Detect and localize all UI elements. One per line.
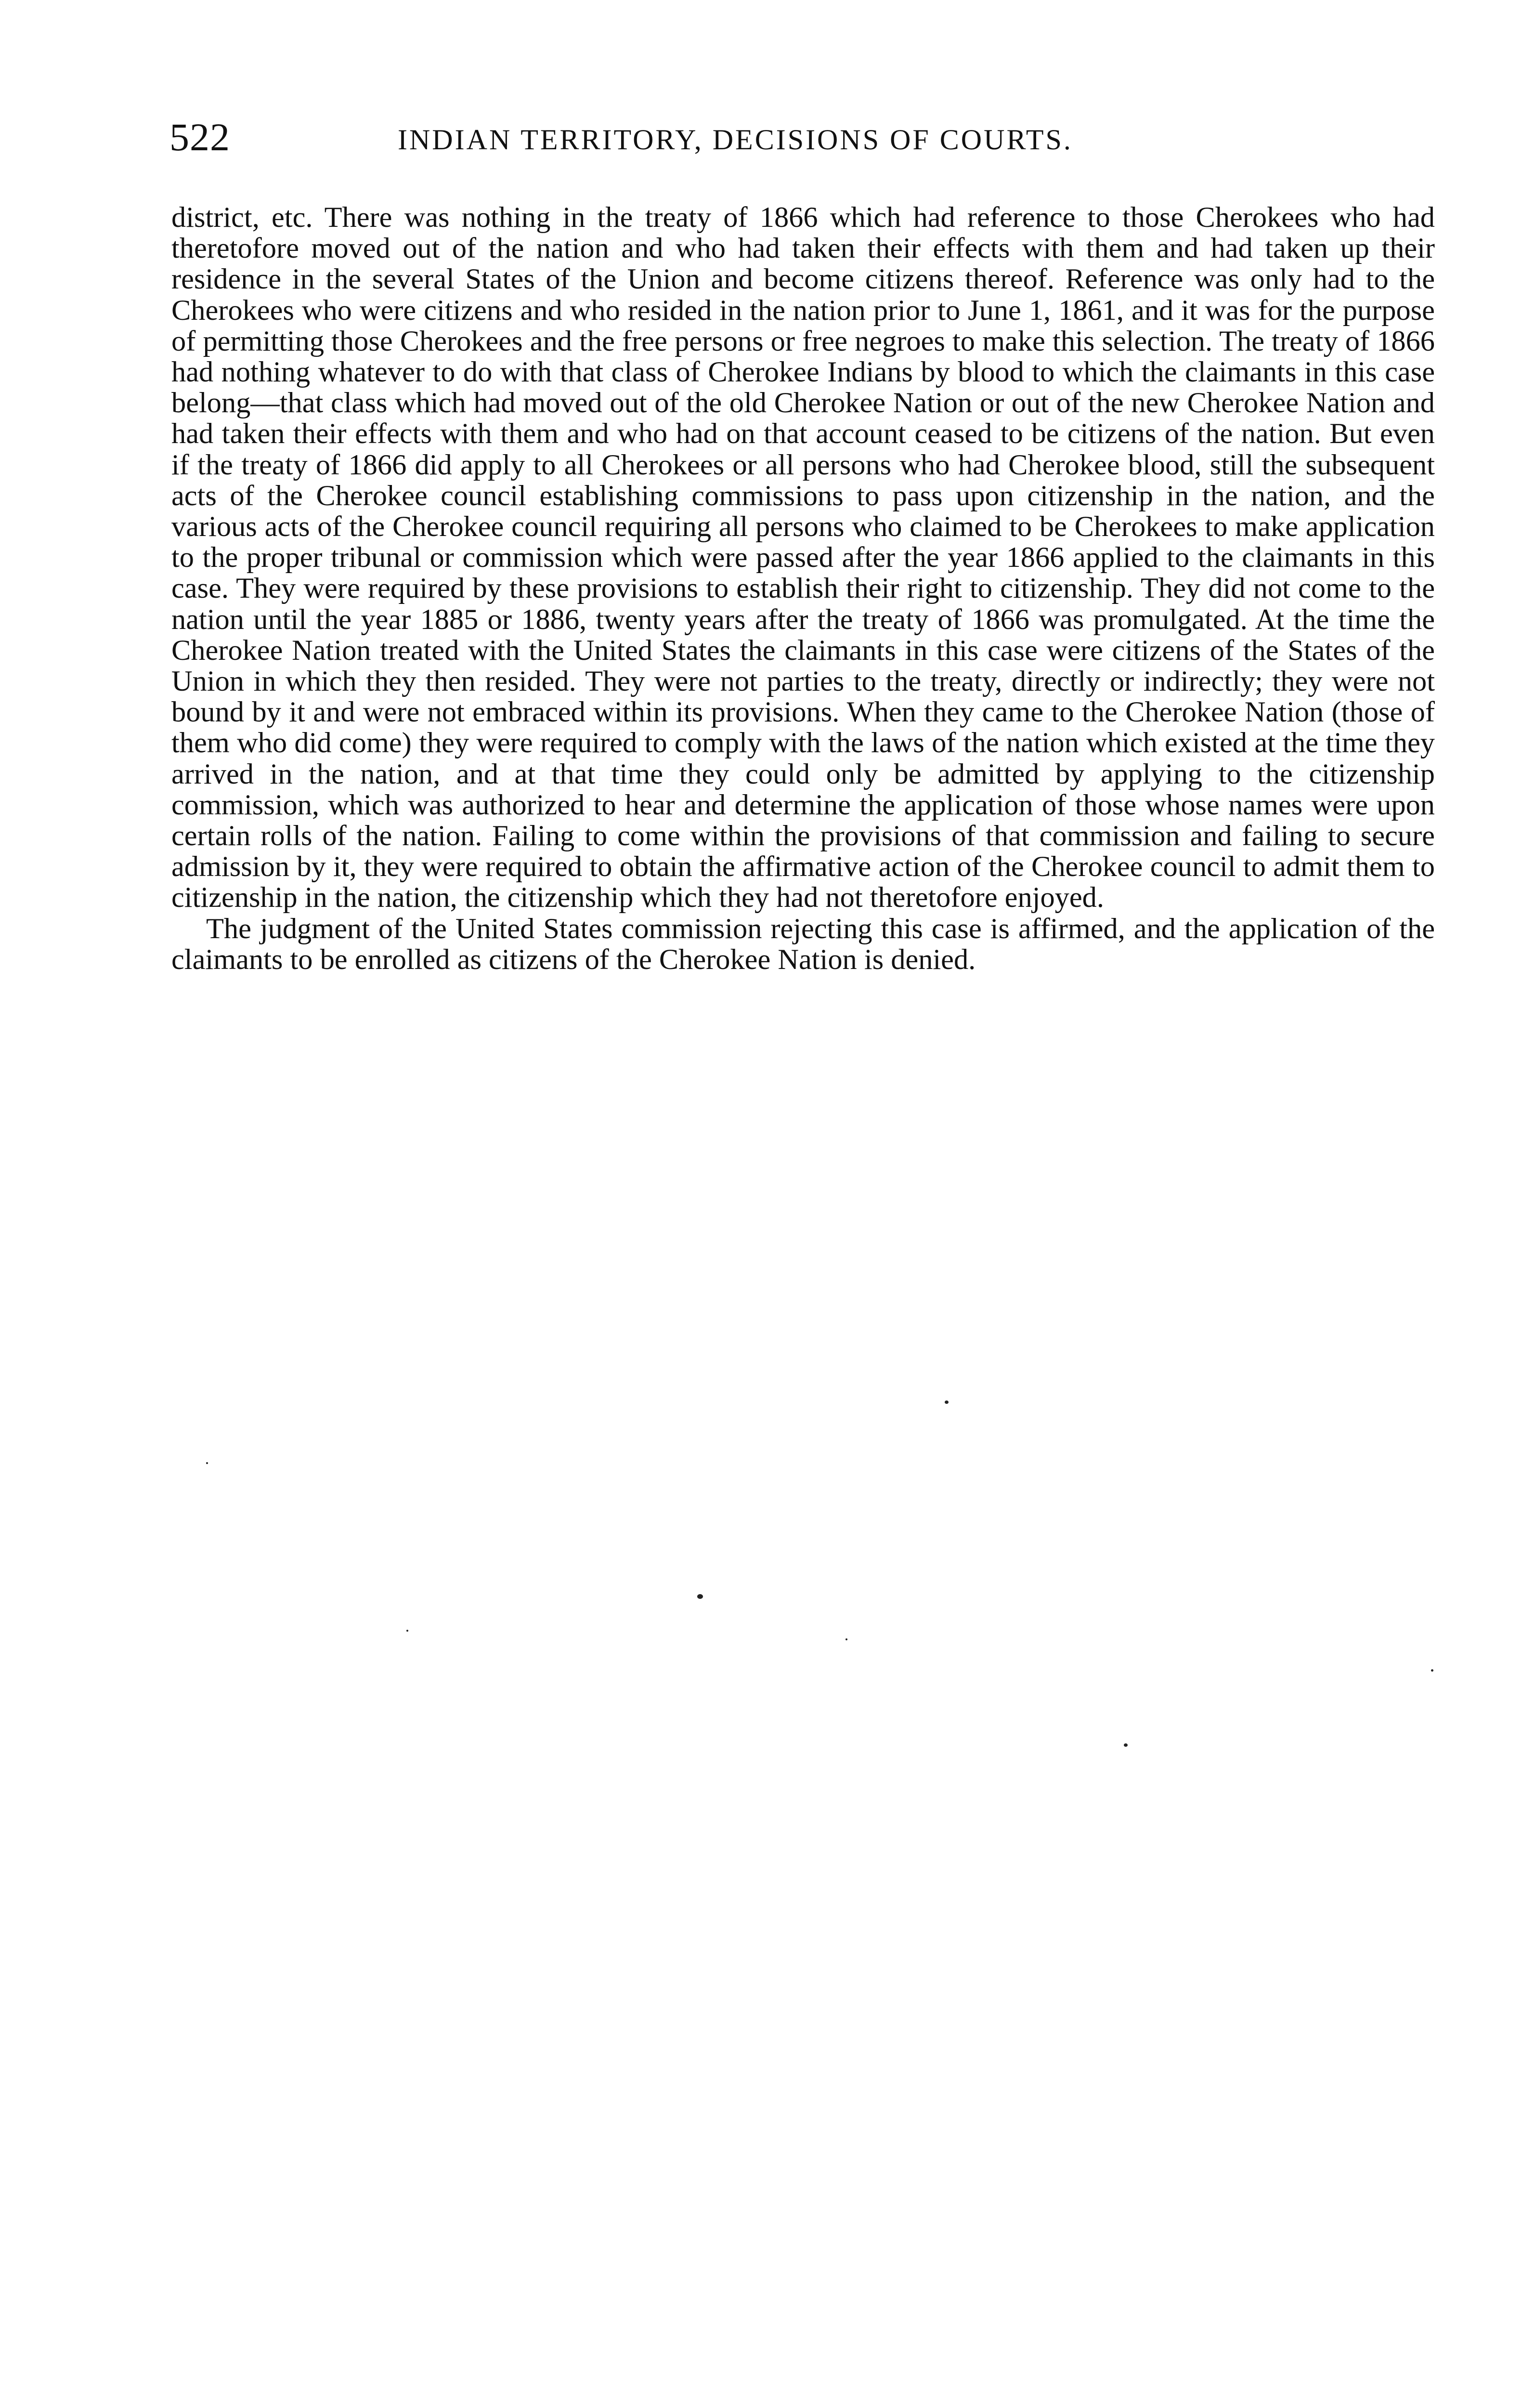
scan-speck	[945, 1400, 949, 1404]
scan-speck	[406, 1630, 408, 1632]
scan-speck	[206, 1462, 208, 1464]
running-head: INDIAN TERRITORY, DECISIONS OF COURTS.	[398, 124, 1073, 156]
body-text	[171, 202, 1435, 975]
scan-speck	[697, 1594, 703, 1599]
page-header	[169, 115, 1436, 168]
scan-speck	[1124, 1743, 1128, 1747]
scan-speck	[1431, 1669, 1433, 1672]
scan-speck	[846, 1638, 847, 1640]
page-number: 522	[169, 115, 230, 159]
paragraph-continued: district, etc. There was nothing in the treaty of 1866 which had reference to those Cherokees who had theretofore moved out of the nation and who had taken their effects with them and had taken up their residence in the several States of the Union and become citizens thereof. Reference was only had to the Cherokees who were citizens and who resided in the nation prior to June 1, 1861, and it was for the purpose of permitting those Cherokees and the free persons or free negroes to make this selection. The treaty of 1866 had nothing whatever to do with that class of Cherokee Indians by blood to which the claimants in this case belong—that class which had moved out of the old Cherokee Nation or out of the new Cherokee Nation and had taken their effects with them and who had on that account ceased to be citizens of the nation. But even if the treaty of 1866 did apply to all Cherokees or all persons who had Cherokee blood, still the subsequent acts of the Cherokee council establishing commissions to pass upon citizenship in the nation, and the various acts of the Cherokee council requiring all persons who claimed to be Cherokees to make application to the proper tribunal or commission which were passed after the year 1866 applied to the claimants in this case. They were required by these provisions to establish their right to citizenship. They did not come to the nation until the year 1885 or 1886, twenty years after the treaty of 1866 was promulgated. At the time the Cherokee Nation treated with the United States the claimants in this case were citizens of the States of the Union in which they then resided. They were not parties to the treaty, directly or indirectly; they were not bound by it and were not embraced within its provisions. When they came to the Cherokee Nation (those of them who did come) they were required to comply with the laws of the nation which existed at the time they arrived in the nation, and at that time they could only be admitted by applying to the citizenship commission, which was authorized to hear and determine the application of those whose names were upon certain rolls of the nation. Failing to come within the provisions of that commission and failing to secure admission by it, they were required to obtain the affirmative action of the Cherokee council to admit them to citizenship in the nation, the citizenship which they had not theretofore enjoyed.	[171, 201, 1435, 914]
paragraph-judgment: The judgment of the United States commission rejecting this case is affirmed, and the application of the claimants to be enrolled as citizens of the Cherokee Nation is denied.	[171, 912, 1435, 976]
